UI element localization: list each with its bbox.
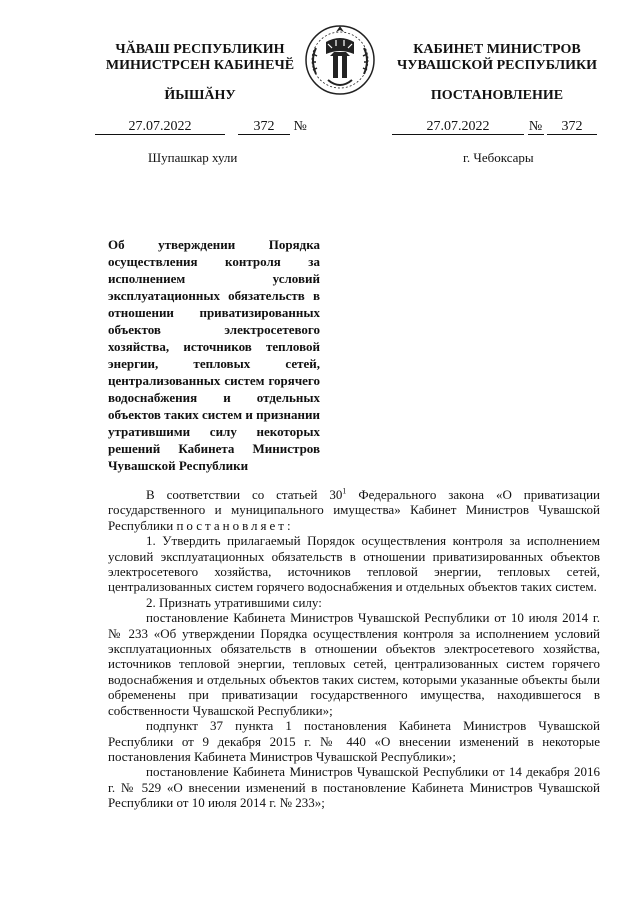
header-right-line1: КАБИНЕТ МИНИСТРОВ (413, 42, 581, 57)
body-paragraph-1: 1. Утвердить прилагаемый Порядок осуществления контроля за исполнением условий эксплуатационных обязательств в отношении приватизированных объектов электросетевого хозяйства, источников тепловой энергии, тепловых сетей, централизованных систем горячего водоснабжения и отдельных объектов таких систем. (108, 533, 600, 595)
right-number: 372 (547, 119, 597, 135)
decree-word: постановляет: (176, 517, 294, 533)
document-body (108, 487, 600, 811)
body-paragraph-2: 2. Признать утратившими силу: (146, 594, 322, 610)
header-left-line1: ЧӐВАШ РЕСПУБЛИКИН (115, 42, 285, 57)
header-right-title (392, 42, 602, 74)
chuvash-coat-of-arms-icon (300, 20, 380, 98)
right-date-number-line (392, 119, 597, 135)
body-intro: В соответствии со статьей $30^1$ Федерального закона «О приватизации государственного и муниципального имущества» Кабинет Министров Чувашской Республики постановляет: (108, 486, 600, 533)
left-date: 27.07.2022 (95, 119, 225, 135)
right-date: 27.07.2022 (392, 119, 524, 135)
header-left-kind: ЙЫШӐНУ (164, 88, 236, 103)
body-paragraph-3: постановление Кабинета Министров Чувашской Республики от 10 июля 2014 г. № 233 «Об утверждении Порядка осуществления контроля за исполнением условий эксплуатационных обязательств в отношении объектов электросетевого хозяйства, источников тепловой энергии, тепловых сетей, централизованных систем горячего водоснабжения и отдельных объектов таких систем, которыми указанные объекты были обременены при приватизации государственного имущества, находившегося в собственности Чувашской Республики»; (108, 610, 600, 718)
article-superscript: 1 (342, 486, 347, 496)
body-paragraph-4: подпункт 37 пункта 1 постановления Кабинета Министров Чувашской Республики от 9 декабря 2015 г. № 440 «О внесении изменений в некоторые постановления Кабинета Министров Чувашской Республики»; (108, 718, 600, 764)
header-right-kind: ПОСТАНОВЛЕНИЕ (430, 88, 564, 103)
left-number-sign: № (293, 119, 307, 134)
header-left-title (95, 42, 305, 74)
document-title: Об утверждении Порядка осуществления контроля за исполнением условий эксплуатационных обязательств в отношении приватизированных объектов электросетевого хозяйства, источников тепловой энергии, тепловых сетей, централизованных систем горячего водоснабжения и отдельных объектов таких систем и признании утратившими силу некоторых решений Кабинета Министров Чувашской Республики (108, 237, 320, 473)
right-number-sign: № (528, 119, 543, 134)
left-number: 372 (238, 119, 290, 135)
place-right: г. Чебоксары (463, 150, 534, 165)
header-right-line2: ЧУВАШСКОЙ РЕСПУБЛИКИ (396, 58, 598, 73)
left-date-number-line (95, 119, 307, 135)
body-paragraph-5: постановление Кабинета Министров Чувашской Республики от 14 декабря 2016 г. № 529 «О внесении изменений в постановление Кабинета Министров Чувашской Республики от 10 июля 2014 г. № 233»; (108, 764, 600, 811)
place-left: Шупашкар хули (148, 150, 238, 165)
header-left-line2: МИНИСТРСЕН КАБИНЕЧӖ (105, 58, 295, 73)
